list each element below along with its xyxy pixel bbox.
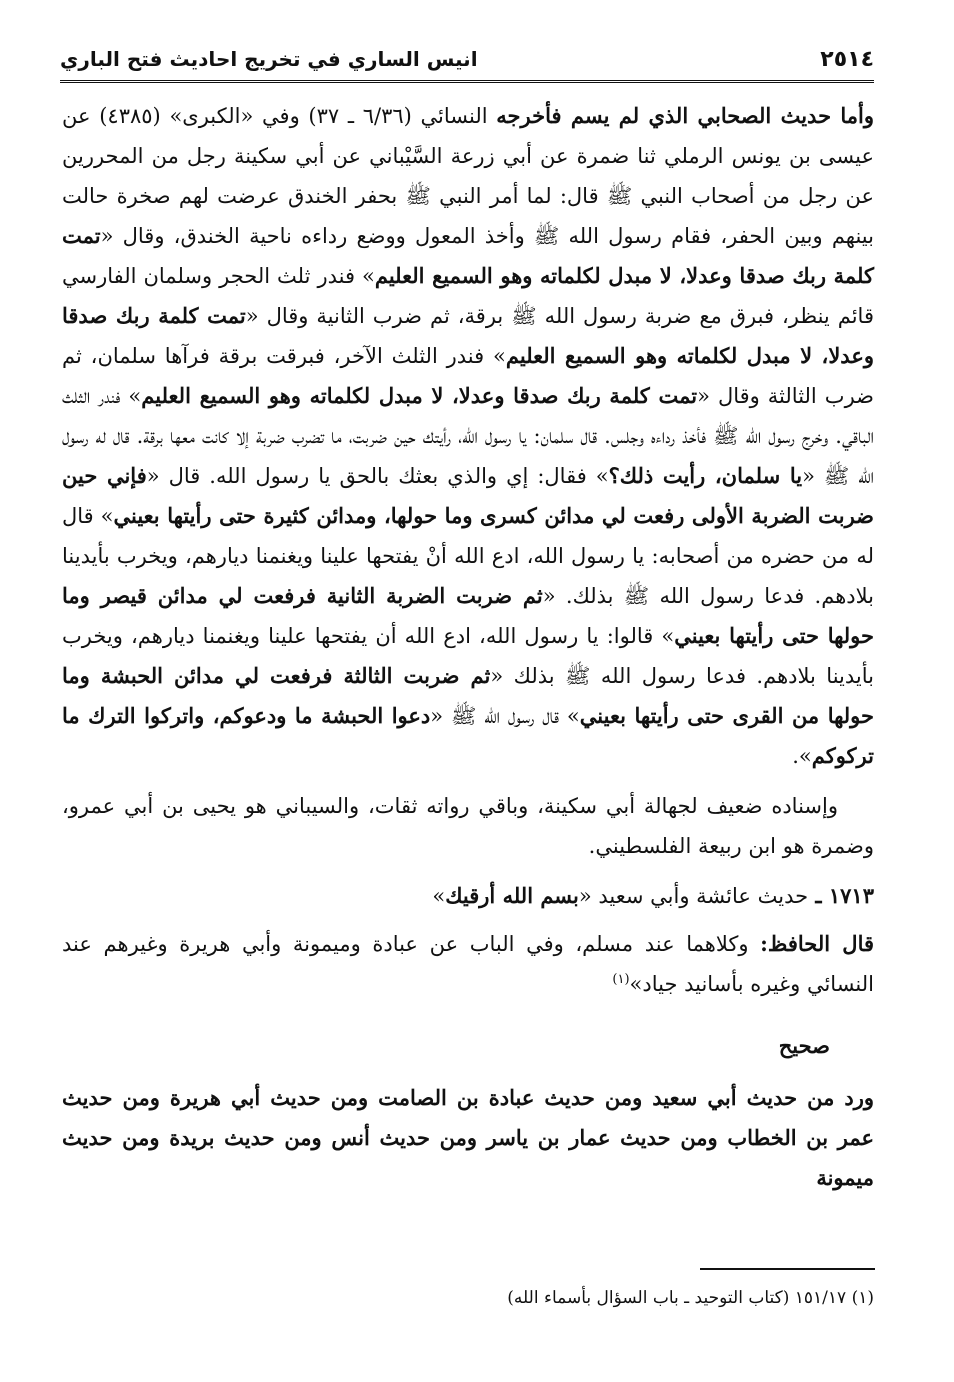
paragraph-hafiz — [62, 924, 874, 1004]
paragraph-warada: ورد من حديث أبي سعيد ومن حديث عبادة بن الصامت ومن حديث أبي هريرة ومن حديث عمر بن الخطاب ومن حديث عمار بن ياسر ومن حديث أنس ومن حديث بريدة ومن حديث ميمونة — [62, 1085, 874, 1190]
text-run: » قالوا: يا رسول الله، ادع الله أن يفتحها علينا ويغنمنا ديارهم، ويخرب بأيدينا بلادهم. فدعا رسول الله ﷺ بذلك « — [62, 624, 874, 688]
paragraph-isnad: وإسناده ضعيف لجهالة أبي سكينة، وباقي رواته ثقات، والسيباني هو يحيى بن أبي عمرو، وضمرة هو ابن ربيعة الفلسطيني. — [62, 794, 874, 858]
quote-bold: تمت كلمة ربك صدقا وعدلا، لا مبدل لكلماته وهو السميع العليم — [62, 223, 874, 288]
quote-bold: دعوا الحبشة ما ودعوكم، واتركوا الترك ما تركوكم — [62, 703, 874, 768]
hadith-number: ١٧١٣ ـ — [808, 883, 874, 908]
paragraph-hadith-sahabi — [62, 96, 874, 776]
text-run: » قال رسول الله ﷺ « — [430, 704, 580, 728]
paragraph-hadith-1713 — [62, 876, 874, 916]
text-run: » — [432, 884, 446, 908]
quote-bold: تمت كلمة ربك صدقا وعدلا، لا مبدل لكلماته وهو السميع العليم — [141, 383, 698, 408]
quote-bold: بسم الله أرقيك — [445, 883, 579, 908]
text-run: النسائي (٦/٣٦ ـ ٣٧) وفي «الكبرى» (٤٣٨٥) عن عيسى بن يونس الرملي ثنا ضمرة عن أبي زرعة السَّيْباني عن أبي سكينة رجل من المحررين عن رجل من أصحاب النبي ﷺ قال: لما أمر النبي ﷺ بحفر الخندق عرضت لهم صخرة حالت بينهم وبين الحفر، فقام رسول الله ﷺ وأخذ المعول ووضع رداءه ناحية الخندق، وقال « — [62, 104, 874, 248]
text-run: » قال له من حضره من أصحابه: يا رسول الله، ادع الله أنْ يفتحها علينا ويغنمنا ديارهم، ويخرب بأيدينا بلادهم. فدعا رسول الله ﷺ بذلك. « — [62, 504, 875, 608]
text-run: » فقال: إي والذي بعثك بالحق يا رسول الله. قال « — [146, 464, 609, 488]
footnote-divider — [700, 1268, 875, 1270]
book-title: انيس الساري في تخريج احاديث فتح الباري — [60, 47, 478, 71]
quote-bold: ثم ضربت الثالثة فرفعت لي مدائن الحبشة وما حولها من القرى حتى رأيتها بعيني — [62, 663, 875, 728]
main-text — [62, 96, 874, 1198]
text-run: حديث عائشة وأبي سعيد « — [578, 884, 809, 908]
quote-bold: تمت كلمة ربك صدقا وعدلا، لا مبدل لكلماته وهو السميع العليم — [62, 303, 875, 368]
text-run: ». — [792, 744, 812, 768]
page-header — [60, 38, 874, 83]
page-number: ٢٥١٤ — [820, 46, 874, 72]
text-run: وكلاهما عند مسلم، وفي الباب عن عبادة وميمونة وأبي هريرة وغيرهم عند النسائي وغيره بأسانيد جياد» — [62, 932, 874, 996]
quote-bold: يا سلمان، رأيت ذلك؟ — [608, 463, 803, 488]
footnote-ref[interactable]: (١) — [612, 972, 630, 987]
text-run: » فندر الثلث الباقي. وخرج رسول الله ﷺ فأخذ رداءه وجلس. قال سلمان: يا رسول الله، رأيتك حين ضربت، ما تضرب ضربة إلا كانت معها برقة. قال له رسول الله ﷺ « — [62, 384, 874, 488]
intro-bold: وأما حديث الصحابي الذي لم يسم فأخرجه — [496, 103, 875, 128]
grade-sahih: صحيح — [778, 1033, 830, 1058]
footnote: (١) ١٥١/١٧ (كتاب التوحيد ـ باب السؤال بأسماء الله) — [507, 1288, 874, 1308]
text-run: » فندر الثلث الآخر، فبرقت برقة فرآها سلمان، ثم ضرب الثالثة وقال « — [62, 344, 874, 408]
quote-bold: فإني حين ضربت الضربة الأولى رفعت لي مدائن كسرى وما حولها، ومدائن كثيرة حتى رأيتها بعيني — [62, 463, 874, 528]
text-run: » فندر ثلث الحجر وسلمان الفارسي قائم ينظر، فبرق مع ضربة رسول الله ﷺ برقة، ثم ضرب الثانية وقال « — [62, 264, 874, 328]
hafiz-label: قال الحافظ: — [760, 931, 875, 956]
quote-bold: ثم ضربت الضربة الثانية فرفعت لي مدائن قيصر وما حولها حتى رأيتها بعيني — [62, 583, 874, 648]
